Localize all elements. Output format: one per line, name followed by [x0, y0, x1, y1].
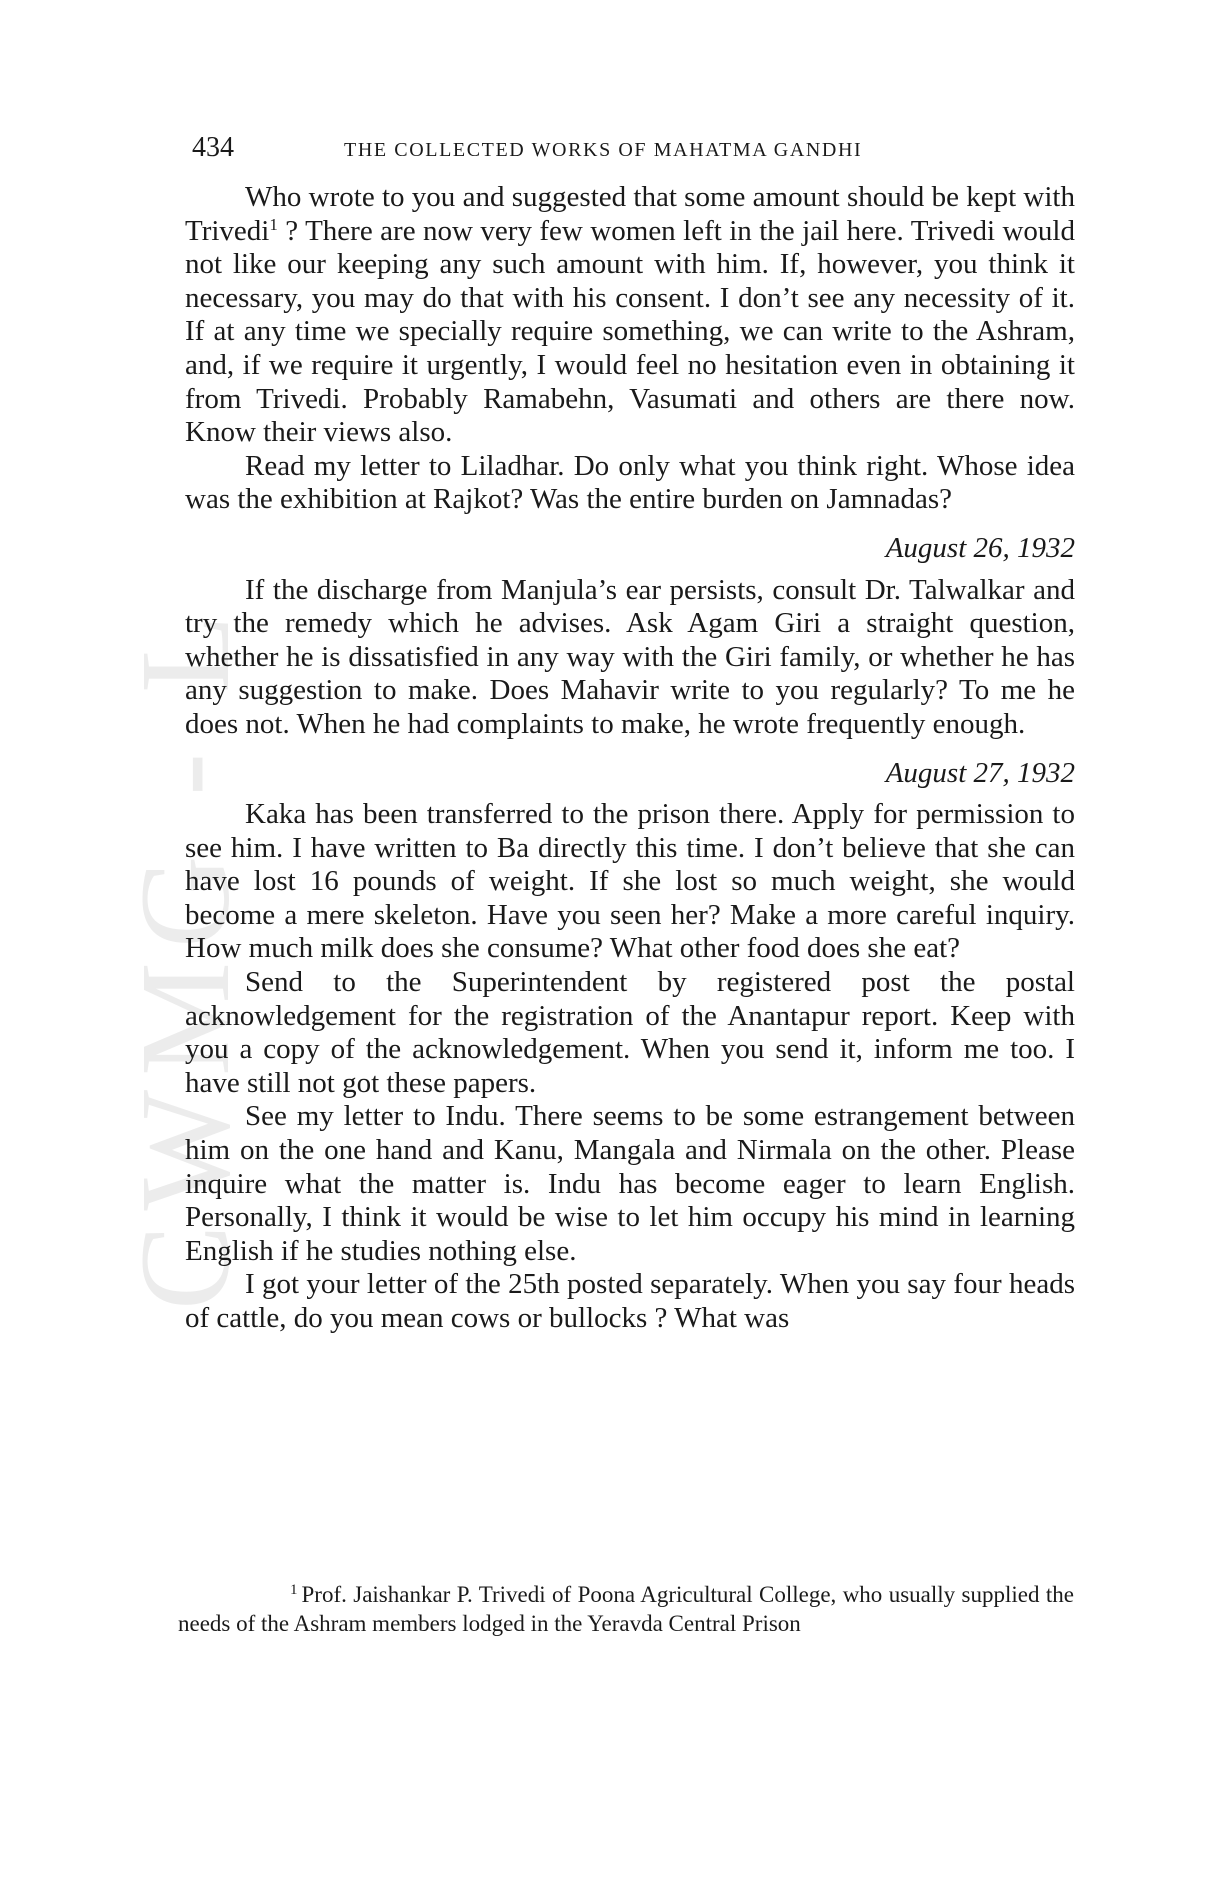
paragraph-7: I got your letter of the 25th posted separately. When you say four heads of cattle, do you mean cows or bullocks ? What was [185, 1268, 1075, 1334]
page-header [192, 128, 1078, 168]
paragraph-4: Kaka has been transferred to the prison there. Apply for permission to see him. I have written to Ba directly this time. I don’t believe that she can have lost 16 pounds of weight. If she lost so much weight, she would become a mere skeleton. Have you seen her? Make a more careful inquiry. How much milk does she consume? What other food does she eat? [185, 798, 1075, 965]
footnote-mark: 1 [290, 1582, 298, 1598]
date-line-1: August 26, 1932 [885, 531, 1075, 564]
footnote [178, 1580, 1074, 1638]
footnote-reference: 1 [269, 214, 278, 234]
date-line-2: August 27, 1932 [885, 756, 1075, 789]
paragraph-1-text-a: Who wrote to you and suggested that some amount should be kept with Trivedi [185, 181, 1075, 247]
page-number: 434 [192, 132, 234, 163]
paragraph-6: See my letter to Indu. There seems to be some estrangement between him on the one hand and Kanu, Mangala and Nirmala on the other. Please inquire what the matter is. Indu has become eager to learn English. Personally, I think it would be wise to let him occupy his mind in learning English if he studies nothing else. [185, 1100, 1075, 1267]
body-text [185, 181, 1075, 1336]
paragraph-1-text-b: ? There are now very few women left in the jail here. Trivedi would not like our keeping any such amount with him. If, however, you think it necessary, you may do that with his consent. I don’t see any necessity of it. If at any time we specially require something, we can write to the Ashram, and, if we require it urgently, I would feel no hesitation even in obtaining it from Trivedi. Probably Ramabehn, Vasumati and others are there now. Know their views also. [185, 214, 1075, 449]
paragraph-2: Read my letter to Liladhar. Do only what you think right. Whose idea was the exhibition at Rajkot? Was the entire burden on Jamnadas? [185, 449, 1075, 516]
paragraph-1 [185, 181, 1075, 450]
watermark: CWMG - L [114, 600, 256, 1310]
running-head: THE COLLECTED WORKS OF MAHATMA GANDHI [344, 139, 863, 161]
paragraph-3: If the discharge from Manjula’s ear persists, consult Dr. Talwalkar and try the remedy which he advises. Ask Agam Giri a straight question, whether he is dissatisfied in any way with the Giri family, or whether he has any suggestion to make. Does Mahavir write to you regularly? To me he does not. When he had complaints to make, he wrote frequently enough. [185, 573, 1075, 740]
paragraph-5: Send to the Superintendent by registered post the postal acknowledgement for the registration of the Anantapur report. Keep with you a copy of the acknowledgement. When you send it, inform me too. I have still not got these papers. [185, 966, 1075, 1099]
footnote-text: Prof. Jaishankar P. Trivedi of Poona Agricultural College, who usually supplied the needs of the Ashram members lodged in the Yeravda Central Prison [178, 1582, 1074, 1636]
